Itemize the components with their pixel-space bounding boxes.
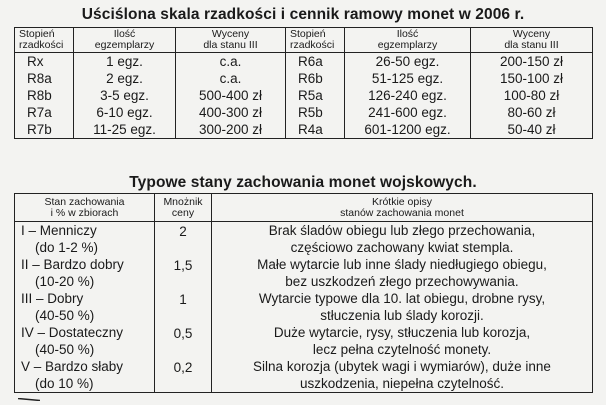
copies-cell: 26-50 egz. xyxy=(345,53,471,71)
copies-cell: 1 egz. xyxy=(74,53,176,71)
state-name: V – Bardzo słaby xyxy=(21,359,124,374)
description-line: Brak śladów obiegu lub złego przechowania, xyxy=(268,223,536,238)
copies-cell: 11-25 egz. xyxy=(74,121,176,139)
price-cell: 100-80 zł xyxy=(471,87,593,104)
state-name: IV – Dostateczny xyxy=(21,325,124,340)
rarity-table-title: Uściślona skala rzadkości i cennik ramowy monet w 2006 r. xyxy=(81,6,525,23)
price-cell: 200-150 zł xyxy=(471,53,593,71)
copies-cell: 2 egz. xyxy=(74,70,176,87)
header-line: rzadkości xyxy=(290,39,335,51)
header-line: Krótkie opisy xyxy=(371,195,433,208)
header-line: stanów zachowania monet xyxy=(340,206,464,219)
header-line: Ilość xyxy=(396,28,419,40)
state-cell xyxy=(15,256,155,290)
table-row xyxy=(15,222,593,257)
description-line: Silna korozja (ubytek wagi i wymiarów), duże inne xyxy=(253,359,551,374)
multiplier-cell: 1,5 xyxy=(155,256,212,290)
state-share: (40-50 %) xyxy=(35,308,95,323)
table-row xyxy=(15,53,593,71)
description-line: Duże wytarcie, rysy, stłuczenia lub korozja, xyxy=(273,325,531,340)
price-cell: 300-200 zł xyxy=(176,121,286,139)
price-header-cell xyxy=(471,28,593,53)
state-cell xyxy=(15,290,155,324)
copies-cell: 241-600 egz. xyxy=(345,104,471,121)
table-row xyxy=(15,70,593,87)
price-cell: 80-60 zł xyxy=(471,104,593,121)
state-share: (do 1-2 %) xyxy=(35,240,99,255)
copies-header-cell xyxy=(74,28,176,53)
rarity-cell: Rx xyxy=(15,53,74,71)
rarity-price-table xyxy=(14,27,593,139)
description-header-cell xyxy=(212,194,593,222)
description-line: Wytarcie typowe dla 10. lat obiegu, drobne rysy, xyxy=(258,291,546,306)
condition-header-row xyxy=(15,194,593,222)
rarity-cell: R6a xyxy=(286,53,345,71)
state-cell xyxy=(15,222,155,257)
rarity-cell: R7b xyxy=(15,121,74,139)
header-line: Ilość xyxy=(113,28,136,40)
table-row xyxy=(15,290,593,324)
state-cell xyxy=(15,324,155,358)
copies-cell: 6-10 egz. xyxy=(74,104,176,121)
copies-cell: 601-1200 egz. xyxy=(345,121,471,139)
rarity-cell: R7a xyxy=(15,104,74,121)
price-cell: 400-300 zł xyxy=(176,104,286,121)
price-cell: 500-400 zł xyxy=(176,87,286,104)
table-row xyxy=(15,358,593,393)
header-line: Stan zachowania xyxy=(44,195,125,208)
table-row xyxy=(15,104,593,121)
description-line: stłuczenia lub ślady korozji. xyxy=(320,308,484,323)
rarity-cell: R8b xyxy=(15,87,74,104)
description-line: lecz pełna czytelność monety. xyxy=(312,342,492,357)
state-name: II – Bardzo dobry xyxy=(21,257,124,272)
table-row xyxy=(15,121,593,139)
price-cell: 50-40 zł xyxy=(471,121,593,139)
table-row xyxy=(15,324,593,358)
scan-mark xyxy=(18,398,40,401)
description-line: częściowo zachowany kwiat stempla. xyxy=(290,240,514,255)
state-name: I – Menniczy xyxy=(21,223,97,238)
multiplier-header-cell xyxy=(155,194,212,222)
header-line: Wyceny xyxy=(211,28,250,40)
description-line: Małe wytarcie lub inne ślady niedługiego obiegu, xyxy=(257,257,547,272)
copies-cell: 3-5 egz. xyxy=(74,87,176,104)
rarity-cell: R8a xyxy=(15,70,74,87)
header-line: dla stanu III xyxy=(504,39,559,51)
header-line: Wyceny xyxy=(512,28,551,40)
price-cell: c.a. xyxy=(176,53,286,71)
multiplier-cell: 0,2 xyxy=(155,358,212,393)
state-name: III – Dobry xyxy=(21,291,84,306)
rarity-header-cell xyxy=(15,28,74,53)
description-cell xyxy=(212,324,593,358)
rarity-cell: R6b xyxy=(286,70,345,87)
rarity-header-cell xyxy=(286,28,345,53)
header-line: i % w zbiorach xyxy=(50,206,119,219)
copies-header-cell xyxy=(345,28,471,53)
header-line: rzadkości xyxy=(19,39,64,51)
header-line: dla stanu III xyxy=(203,39,258,51)
state-share: (do 10 %) xyxy=(35,376,94,391)
multiplier-cell: 0,5 xyxy=(155,324,212,358)
state-share: (40-50 %) xyxy=(35,342,95,357)
multiplier-cell: 2 xyxy=(155,222,212,257)
description-cell xyxy=(212,290,593,324)
header-line: egzemplarzy xyxy=(94,39,155,51)
table-row xyxy=(15,87,593,104)
price-cell: 150-100 zł xyxy=(471,70,593,87)
rarity-header-row xyxy=(15,28,593,53)
description-cell xyxy=(212,256,593,290)
header-line: ceny xyxy=(171,206,195,219)
state-header-cell xyxy=(15,194,155,222)
rarity-cell: R5a xyxy=(286,87,345,104)
description-cell xyxy=(212,358,593,393)
description-cell xyxy=(212,222,593,257)
state-share: (10-20 %) xyxy=(35,274,95,289)
multiplier-cell: 1 xyxy=(155,290,212,324)
table-row xyxy=(15,256,593,290)
condition-table-title: Typowe stany zachowania monet wojskowych. xyxy=(129,174,477,191)
condition-table xyxy=(14,193,593,393)
copies-cell: 51-125 egz. xyxy=(345,70,471,87)
rarity-cell: R5b xyxy=(286,104,345,121)
header-line: egzemplarzy xyxy=(377,39,438,51)
rarity-cell: R4a xyxy=(286,121,345,139)
copies-cell: 126-240 egz. xyxy=(345,87,471,104)
header-line: Mnożnik xyxy=(163,195,203,208)
price-cell: c.a. xyxy=(176,70,286,87)
state-cell xyxy=(15,358,155,393)
header-line: Stopień xyxy=(290,28,326,40)
header-line: Stopień xyxy=(19,28,55,40)
price-header-cell xyxy=(176,28,286,53)
description-line: bez uszkodzeń złego przechowywania. xyxy=(285,274,519,289)
description-line: uszkodzenia, niepełna czytelność. xyxy=(299,376,505,391)
